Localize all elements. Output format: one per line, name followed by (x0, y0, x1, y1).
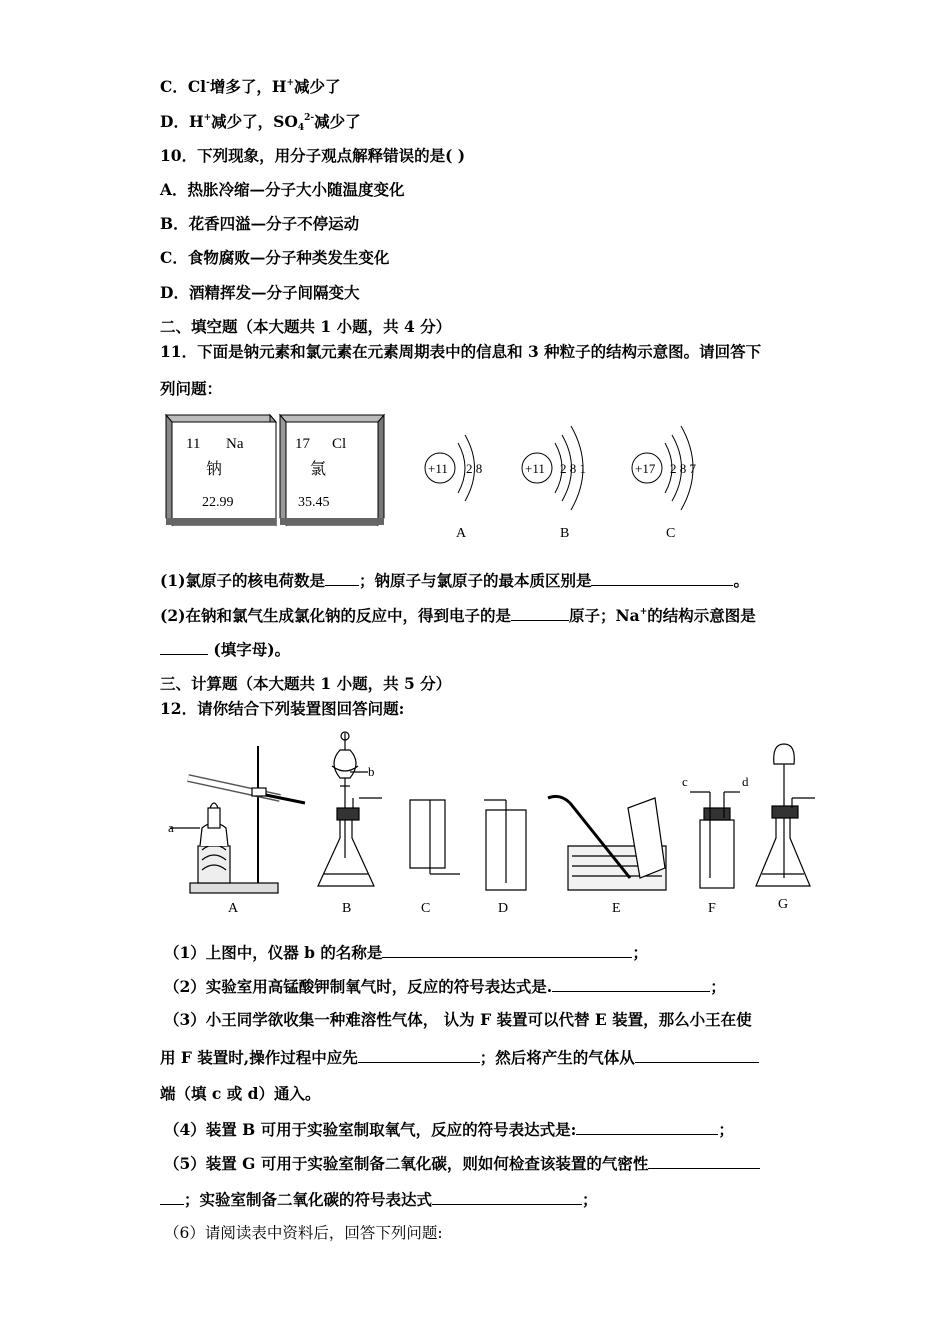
q10-option-a: A．热胀冷缩—分子大小随温度变化 (160, 180, 405, 199)
q12-stem: 12．请你结合下列装置图回答问题: (160, 699, 405, 718)
q12-s3-line1: （3）小王同学欲收集一种难溶性气体， 认为 F 装置可以代替 E 装置，那么小王在使 (164, 1010, 752, 1029)
svg-text:c: c (682, 774, 688, 789)
svg-text:+11: +11 (428, 461, 448, 476)
cl-mass: 35.45 (298, 495, 330, 510)
blank[interactable] (591, 570, 733, 586)
na-element-card (166, 415, 276, 525)
cl-element-card (280, 415, 384, 525)
label-b: B (342, 901, 352, 916)
blank[interactable] (552, 976, 710, 992)
cl-symbol: Cl (332, 436, 347, 452)
q12-s2: （2）实验室用高锰酸钾制氧气时，反应的符号表达式是. ； (164, 977, 726, 996)
q11-stem-line1: 11．下面是钠元素和氯元素在元素周期表中的信息和 3 种粒子的结构示意图。请回答下 (160, 342, 762, 361)
svg-text:b: b (368, 764, 375, 779)
q9-option-c: C．Cl-增多了，H+减少了 (160, 77, 341, 96)
q10-option-d: D．酒精挥发—分子间隔变大 (160, 283, 360, 302)
particle-b (522, 426, 586, 541)
label-c: C (421, 901, 431, 916)
na-number: 11 (186, 436, 201, 452)
svg-text:2 8 1: 2 8 1 (560, 461, 586, 476)
q12-s5-line2: ；实验室制备二氧化碳的符号表达式 ； (160, 1189, 598, 1210)
apparatus-g (756, 744, 815, 886)
apparatus-a (170, 746, 305, 893)
blank[interactable] (635, 1047, 759, 1063)
q11-stem-line2: 列问题： (160, 379, 223, 398)
blank[interactable] (160, 1189, 184, 1205)
blank[interactable] (325, 570, 359, 586)
q12-s6: （6）请阅读表中资料后，回答下列问题: (164, 1224, 443, 1242)
cl-number: 17 (295, 436, 310, 452)
q12-s3-line2: 用 F 装置时,操作过程中应先 ；然后将产生的气体从 (160, 1047, 759, 1068)
label-e: E (612, 901, 621, 916)
cl-name: 氯 (310, 461, 327, 478)
section3-title: 三、计算题（本大题共 1 小题，共 5 分） (160, 674, 452, 693)
apparatus-b (318, 732, 382, 886)
svg-text:2 8: 2 8 (466, 461, 483, 476)
blank[interactable] (160, 639, 208, 655)
blank[interactable] (358, 1047, 480, 1063)
label-a: A (228, 901, 239, 916)
svg-text:2 8 7: 2 8 7 (670, 461, 696, 476)
q10-option-b: B．花香四溢—分子不停运动 (160, 214, 360, 233)
q11-sub1: (1)氯原子的核电荷数是 ；钠原子与氯原子的最本质区别是 。 (160, 571, 749, 590)
apparatus-e (548, 796, 666, 890)
particle-a (425, 435, 482, 541)
q12-apparatus-figure (160, 728, 830, 918)
label-f: F (708, 901, 716, 916)
q11-figure (160, 410, 720, 545)
q10-option-c: C．食物腐败—分子种类发生变化 (160, 248, 390, 267)
svg-text:+11: +11 (525, 461, 545, 476)
blank[interactable] (432, 1189, 582, 1205)
label-g: G (778, 897, 789, 912)
q12-s4: （4）装置 B 可用于实验室制取氧气，反应的符号表达式是: ； (164, 1120, 734, 1139)
q9-option-d: D．H+减少了，$SO_4^{2-}$减少了 (160, 112, 361, 133)
q11-sub2-line2: (填字母)。 (160, 639, 290, 660)
section2-title: 二、填空题（本大题共 1 小题，共 4 分） (160, 317, 452, 336)
particle-a-label: A (456, 526, 467, 541)
svg-text:+17: +17 (635, 461, 656, 476)
q11-sub2: (2)在钠和氯气生成氯化钠的反应中，得到电子的是 原子；Na+的结构示意图是 (160, 606, 756, 625)
svg-text:d: d (742, 774, 749, 789)
apparatus-f (690, 792, 740, 888)
q12-s1: （1）上图中，仪器 b 的名称是 ； (164, 943, 648, 962)
blank[interactable] (511, 605, 569, 621)
q10-stem: 10．下列现象，用分子观点解释错误的是( ) (160, 146, 466, 165)
q12-s5-line1: （5）装置 G 可用于实验室制备二氧化碳，则如何检查该装置的气密性 (164, 1153, 760, 1174)
particle-c (632, 426, 697, 541)
apparatus-d (484, 800, 526, 890)
particle-b-label: B (560, 526, 570, 541)
na-mass: 22.99 (202, 495, 234, 510)
na-symbol: Na (226, 436, 244, 452)
particle-c-label: C (666, 526, 676, 541)
blank[interactable] (576, 1119, 718, 1135)
label-d: D (498, 901, 509, 916)
apparatus-c (410, 800, 460, 874)
svg-text:a: a (168, 820, 174, 835)
na-name: 钠 (206, 461, 223, 478)
blank[interactable] (648, 1153, 760, 1169)
blank[interactable] (382, 942, 632, 958)
q12-s3-line3: 端（填 c 或 d）通入。 (160, 1084, 321, 1103)
